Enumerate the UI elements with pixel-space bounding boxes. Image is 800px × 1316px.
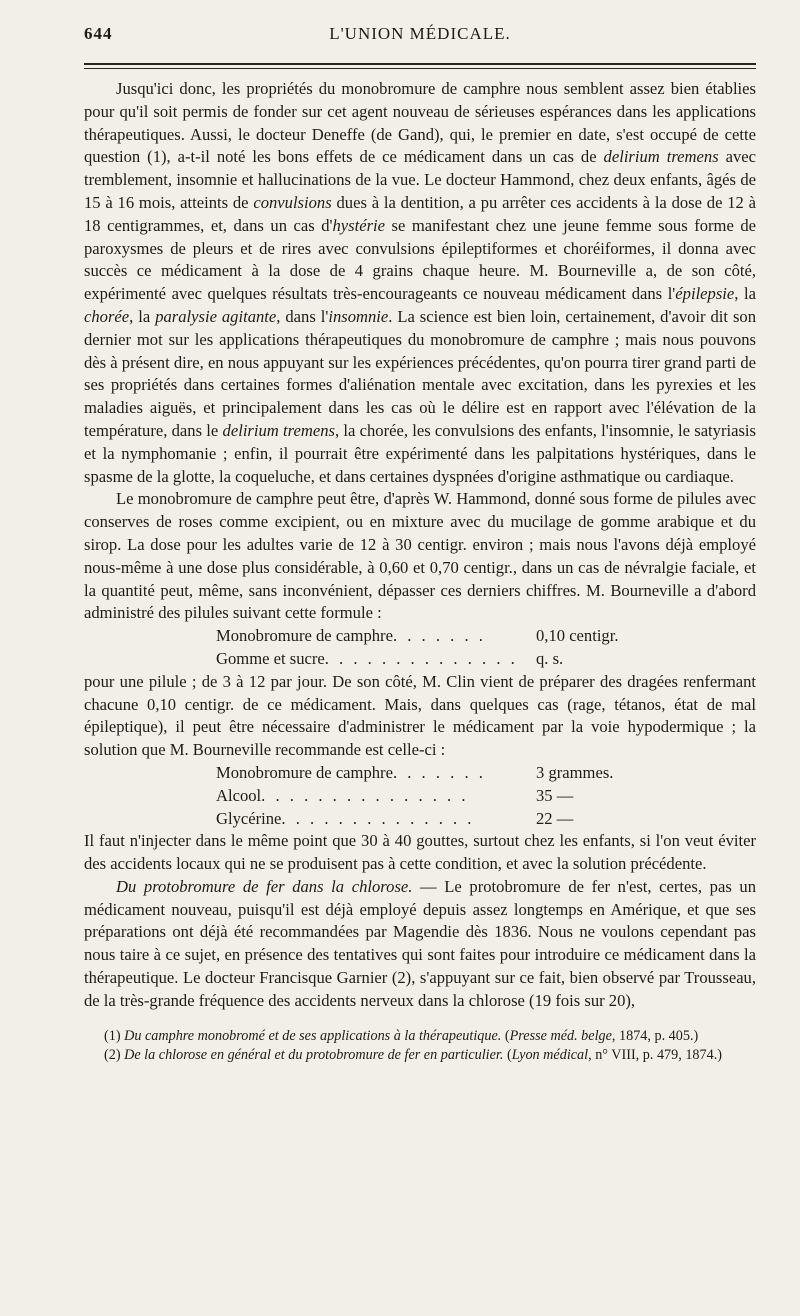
injection-formula: [84, 762, 656, 830]
formula-leader-dots: . . . . . . .: [392, 626, 486, 646]
formula-leader-dots: . . . . . . .: [392, 762, 486, 782]
formula-leader-dots: . . . . . . . . . . . . . .: [281, 808, 475, 828]
footnote-1: (1) Du camphre monobromé et de ses applications à la thérapeutique. (Presse méd. belge, 1874, p. 405.): [104, 1027, 699, 1044]
formula-ingredient: Gomme et sucre: [216, 648, 325, 668]
formula-row: [216, 625, 656, 648]
section-title: Du protobromure de fer dans la chlorose.: [116, 876, 413, 896]
formula-row: [216, 762, 656, 785]
formula-leader-dots: . . . . . . . . . . . . . . .: [261, 785, 469, 805]
article-body: [84, 78, 756, 1065]
formula-quantity: 35 —: [536, 785, 574, 805]
formula-quantity: 0,10 centigr.: [536, 626, 619, 646]
header-rule-thin: [84, 68, 756, 69]
formula-row: [216, 648, 656, 671]
pill-formula: [84, 625, 656, 671]
formula-row: [216, 785, 656, 808]
page-number: 644: [84, 24, 113, 43]
paragraph-protobromure: Du protobromure de fer dans la chlorose. — Le protobromure de fer n'est, certes, pas un médicament nouveau, puisqu'il est déjà employé depuis assez longtemps en Amérique, et que ses préparations ont déjà été recommandées par Magendie dès 1836. Nous ne voulons cependant pas nous taire à ce sujet, en présence des tentatives qui sont faites pour introduire ce médicament dans la thérapeutique. Le docteur Francisque Garnier (2), s'appuyant sur ce fait, bien observé par Trousseau, de la très-grande fréquence des accidents nerveux dans la chlorose (19 fois sur 20),: [84, 876, 757, 1010]
page-header: [84, 20, 756, 50]
formula-ingredient: Alcool: [216, 785, 262, 805]
formula-quantity: 22 —: [536, 808, 574, 828]
formula-leader-dots: . . . . . . . . . . . . . .: [324, 648, 518, 668]
footnote-2: (2) De la chlorose en général et du protobromure de fer en particulier. (Lyon médical, n° VIII, p. 479, 1874.): [104, 1046, 722, 1063]
paragraph-camphre-applications: Jusqu'ici donc, les propriétés du monobromure de camphre nous semblent assez bien établies pour qu'il soit permis de fonder sur cet agent nouveau de sérieuses espérances dans les applications thérapeutiques. Aussi, le docteur Deneffe (de Gand), qui, le premier en date, s'est occupé de cette question (1), a-t-il noté les bons effets de ce médicament dans un cas de delirium tremens avec tremblement, insomnie et hallucinations de la vue. Le docteur Hammond, chez deux enfants, âgés de 15 à 16 mois, atteints de convulsions dues à la dentition, a pu arrêter ces accidents à la dose de 12 à 18 centigrammes, et, dans un cas d'hystérie se manifestant chez une jeune femme sous forme de paroxysmes de pleurs et de rires avec convulsions épileptiformes et choréiformes, il donna avec succès ce médicament à la dose de 4 grains chaque heure. M. Bourneville a, de son côté, expérimenté avec quelques résultats très-encourageants ce nouveau médicament dans l'épilepsie, la chorée, la paralysie agitante, dans l'insomnie. La science est bien loin, certainement, d'avoir dit son dernier mot sur les applications thérapeutiques du monobromure de camphre ; mais nous pouvons dès à présent dire, en nous appuyant sur les expériences précédentes, qu'on pourra tirer grand parti de ses propriétés dans certaines formes d'aliénation mentale avec excitation, dans les pyrexies et les maladies aiguës, et principalement dans les cas où le délire est en rapport avec l'élévation de la température, dans le delirium tremens, la chorée, les convulsions des enfants, l'insomnie, le satyriasis et la nymphomanie ; enfin, il pourrait être expérimenté dans les palpitations hystériques, dans le spasme de la glotte, la coqueluche, et dans certaines dyspnées d'origine asthmatique ou cardiaque.: [84, 79, 757, 486]
footnotes: [84, 1027, 756, 1065]
formula-quantity: 3 grammes.: [536, 762, 614, 782]
paragraph-pills-hypodermic: pour une pilule ; de 3 à 12 par jour. De son côté, M. Clin vient de préparer des dragées renfermant chacune 0,10 centigr. de ce médicament. Mais, dans quelques cas (rage, tétanos, état de mal épileptique), il peut être nécessaire d'administrer le médicament par la voie hypodermique ; la solution que M. Bourneville recommande est celle-ci :: [84, 671, 756, 760]
formula-ingredient: Monobromure de camphre: [216, 762, 393, 782]
formula-ingredient: Monobromure de camphre: [216, 626, 393, 646]
formula-ingredient: Glycérine: [216, 808, 282, 828]
header-rule-thick: [84, 63, 756, 65]
running-title: L'UNION MÉDICALE.: [329, 24, 511, 43]
formula-quantity: q. s.: [536, 648, 564, 668]
paragraph-injection-note: Il faut n'injecter dans le même point que 30 à 40 gouttes, surtout chez les enfants, si l'on veut éviter des accidents locaux qui ne se produisent pas à cette condition, et avec la solution précédente.: [84, 831, 756, 874]
paragraph-dosage: Le monobromure de camphre peut être, d'après W. Hammond, donné sous forme de pilules avec conserves de roses comme excipient, ou en mixture avec du mucilage de gomme arabique et du sirop. La dose pour les adultes varie de 12 à 30 centigr. environ ; mais nous l'avons déjà employé nous-même à une dose plus considérable, à 0,60 et 0,70 centigr., dans un cas de névralgie faciale, et la quantité peut, même, sans inconvénient, dépasser ces derniers chiffres. M. Bourneville a d'abord administré des pilules suivant cette formule :: [84, 489, 756, 623]
formula-row: [216, 808, 656, 831]
